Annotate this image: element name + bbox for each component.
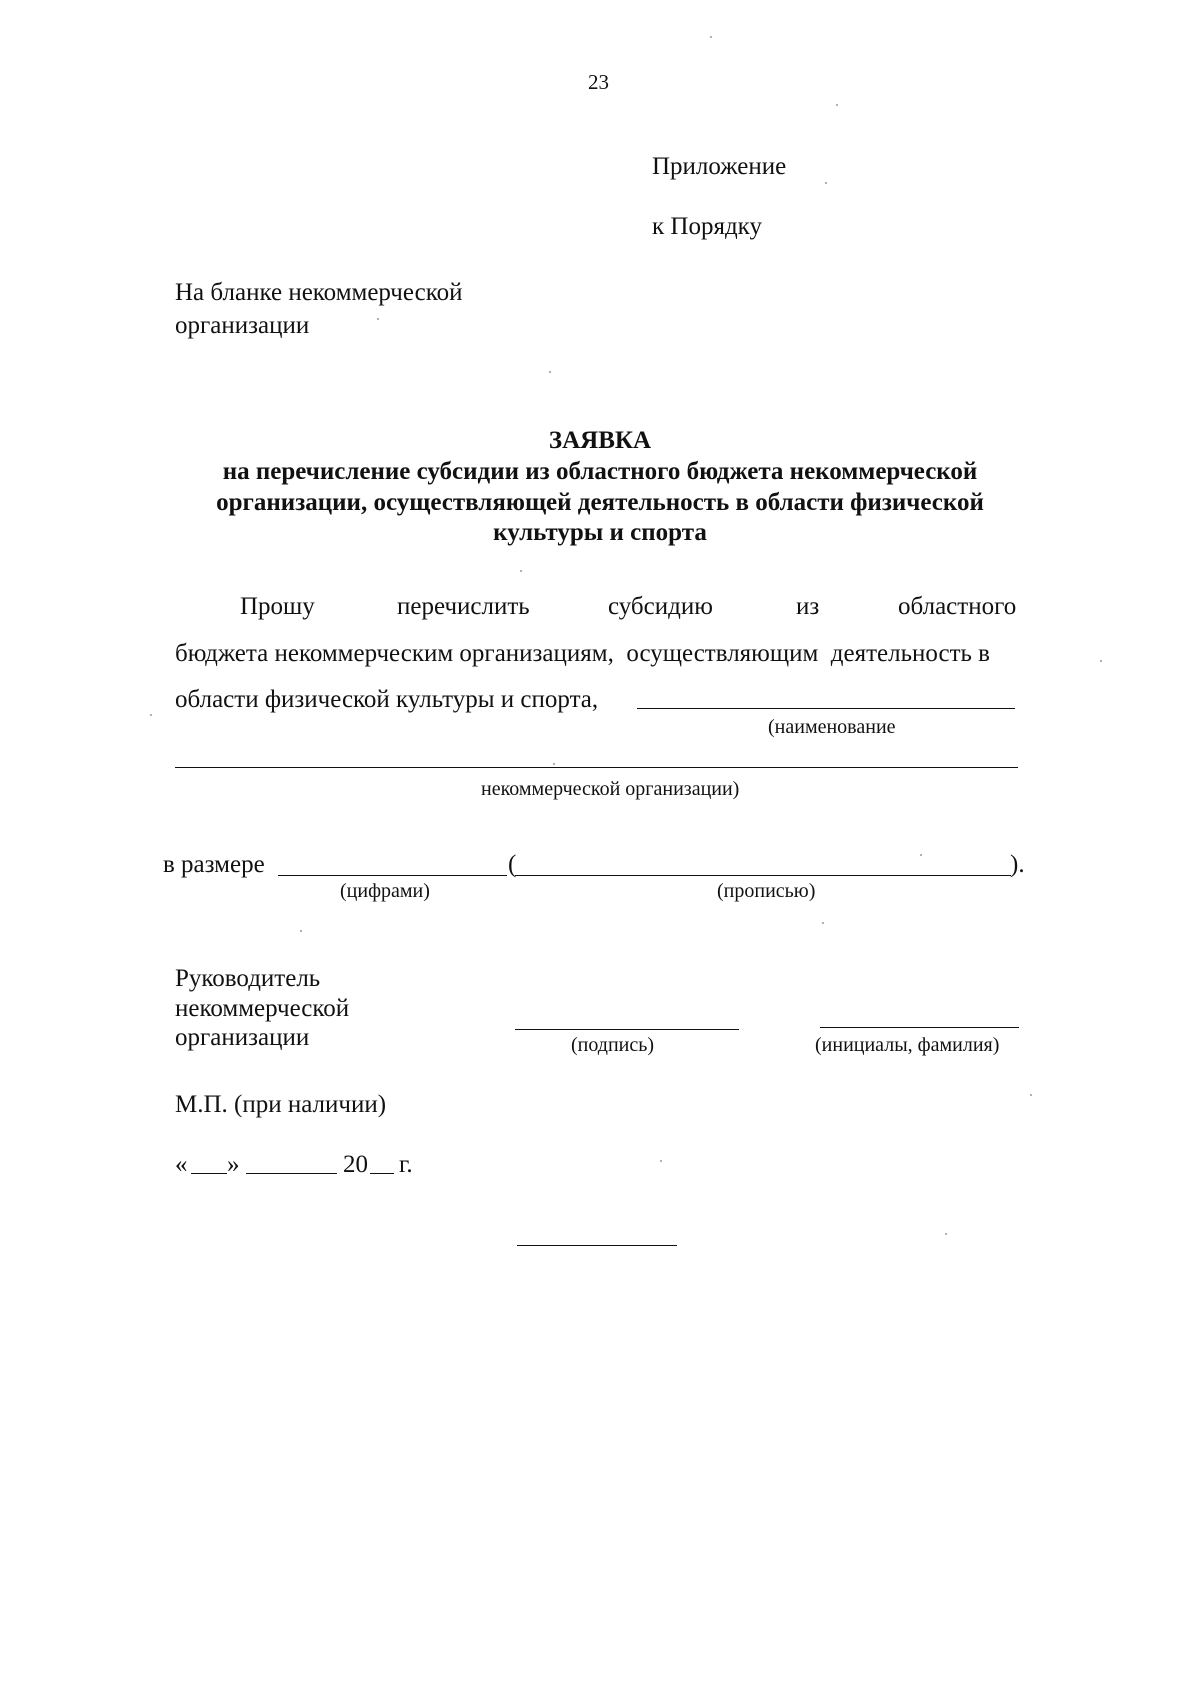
amount-open-paren: (	[508, 851, 517, 878]
page-number: 23	[588, 70, 609, 94]
document-title: ЗАЯВКА	[548, 427, 652, 454]
org-name-blank-2[interactable]	[175, 767, 1018, 768]
letterhead-line2: организации	[175, 312, 310, 339]
appendix-subtitle: к Порядку	[652, 213, 762, 240]
scan-speck	[300, 930, 302, 932]
amount-label: в размере	[163, 851, 265, 878]
letterhead-line1: На бланке некоммерческой	[175, 279, 463, 306]
scan-speck	[150, 714, 152, 716]
date-day-blank[interactable]	[191, 1173, 227, 1174]
date-close-quote: »	[227, 1151, 240, 1178]
hint-initials-surname: (инициалы, фамилия)	[815, 1034, 1000, 1056]
stamp-note: М.П. (при наличии)	[175, 1091, 387, 1118]
signer-role-line3: организации	[175, 1024, 310, 1051]
closing-separator	[517, 1245, 677, 1246]
scan-speck	[1030, 1094, 1032, 1096]
body-line-2: бюджета некоммерческим организациям, осуществляющим деятельность в	[175, 640, 990, 667]
scan-speck	[825, 182, 827, 184]
scan-speck	[710, 36, 712, 38]
document-subtitle-line2: организации, осуществляющей деятельность в области физической	[216, 489, 984, 516]
amount-words-blank[interactable]	[515, 875, 1011, 876]
scan-speck	[553, 763, 555, 765]
scan-speck	[1100, 660, 1102, 662]
document-subtitle-line3: культуры и спорта	[493, 519, 707, 546]
hint-org-name-2: некоммерческой организации)	[481, 778, 740, 800]
signer-role-line1: Руководитель	[175, 965, 321, 992]
signature-blank[interactable]	[515, 1029, 739, 1030]
scan-speck	[945, 1233, 947, 1235]
body-line-3: области физической культуры и спорта,	[175, 686, 599, 713]
scan-speck	[660, 1160, 662, 1162]
date-month-blank[interactable]	[246, 1173, 337, 1174]
scan-speck	[549, 371, 551, 373]
body-word-5: областного	[898, 593, 1017, 620]
body-word-4: из	[796, 593, 820, 620]
hint-signature: (подпись)	[571, 1034, 655, 1056]
scan-speck	[920, 854, 922, 856]
amount-digits-blank[interactable]	[278, 875, 507, 876]
scan-speck	[520, 570, 522, 572]
body-word-1: Прошу	[240, 593, 315, 620]
body-word-3: субсидию	[608, 593, 713, 620]
body-word-2: перечислить	[397, 593, 530, 620]
signer-name-blank[interactable]	[820, 1027, 1019, 1028]
hint-words: (прописью)	[717, 880, 816, 902]
hint-org-name-1: (наименование	[768, 716, 896, 738]
date-open-quote: «	[175, 1151, 188, 1178]
scan-speck	[377, 318, 379, 320]
signer-role-line2: некоммерческой	[175, 995, 350, 1022]
document-subtitle-line1: на перечисление субсидии из областного бюджета некоммерческой	[222, 458, 978, 485]
scan-speck	[836, 104, 838, 106]
appendix-title: Приложение	[652, 153, 787, 180]
scan-speck	[822, 922, 824, 924]
amount-close-paren: ).	[1010, 851, 1025, 878]
date-year-suffix: г.	[399, 1151, 413, 1178]
date-year-prefix: 20	[343, 1151, 368, 1178]
org-name-blank-1[interactable]	[637, 708, 1015, 709]
date-year-blank[interactable]	[370, 1173, 394, 1174]
hint-digits: (цифрами)	[340, 880, 430, 902]
